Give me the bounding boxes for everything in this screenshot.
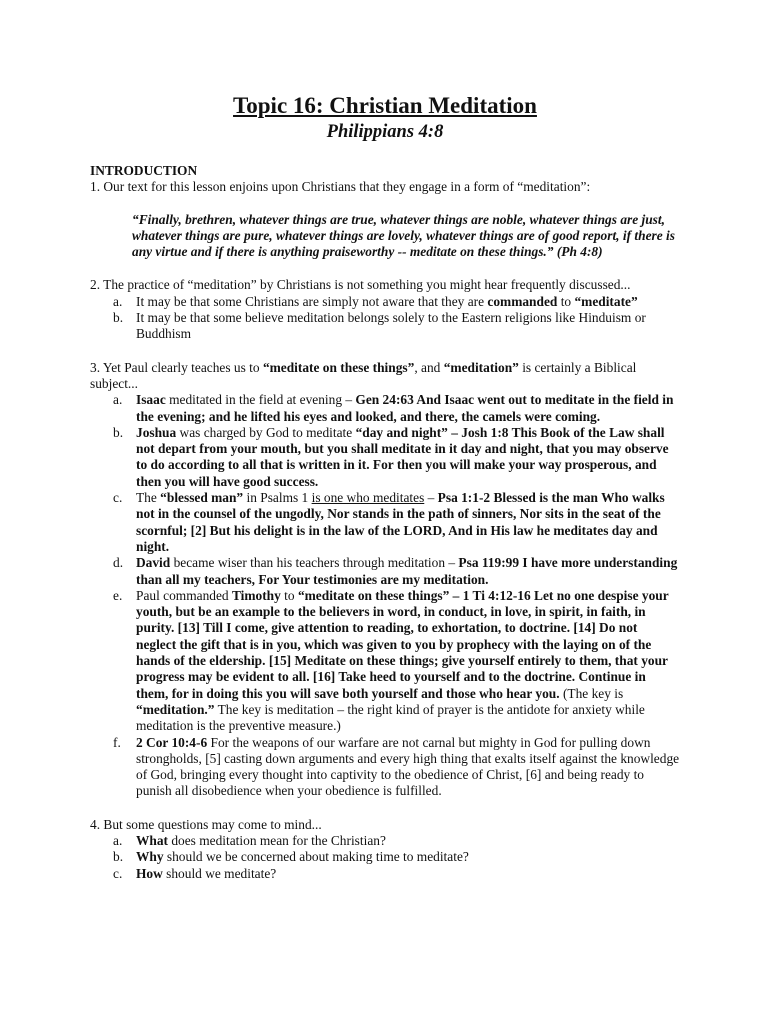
list-item: d. David became wiser than his teachers through meditation – Psa 119:99 I have more understanding than all my teachers, For Your testimonies are my meditation.	[113, 555, 678, 587]
list-item: a. What does meditation mean for the Christian?	[113, 832, 386, 848]
paragraph-4-text: 4. But some questions may come to mind...	[90, 816, 322, 832]
page-title: Topic 16: Christian Meditation	[233, 93, 537, 118]
list-item: a. Isaac meditated in the field at evening – Gen 24:63 And Isaac went out to meditate in the field in the evening; and he lifted his eyes and looked, and there, the camels were coming.	[113, 392, 674, 424]
list-item: e. Paul commanded Timothy to “meditate on these things” – 1 Ti 4:12-16 Let no one despise your youth, but be an example to the believers in word, in conduct, in love, in spirit, in faith, in purity. [13] Till I come, give attention to reading, to exhortation, to doctrine. [14] Do not neglect the gift that is in you, which was given to you by prophecy with the laying on of the hands of the eldership. [15] Meditate on these things; give yourself entirely to them, that your progress may be evident to all. [16] Take heed to yourself and to the doctrine. Continue in them, for in doing this you will save both yourself and those who hear you. (The key is “meditation.” The key is meditation – the right kind of prayer is the antidote for anxiety while meditation is the preventive measure.)	[113, 587, 669, 734]
paragraph-3-text: 3. Yet Paul clearly teaches us to “meditate on these things”, and “meditation” is certainly a Biblical subject...	[90, 359, 637, 391]
scripture-quote: “Finally, brethren, whatever things are true, whatever things are noble, whatever things are just, whatever things are pure, whatever things are lovely, whatever things are of good report, if there is any virtue and if there is anything praiseworthy -- meditate on these things.” (Ph 4:8)	[132, 211, 675, 260]
list-item: c. The “blessed man” in Psalms 1 is one who meditates – Psa 1:1-2 Blessed is the man Who walks not in the counsel of the ungodly, Nor stands in the path of sinners, Nor sits in the seat of the scornful; [2] But his delight is in the law of the LORD, And in His law he meditates day and night.	[113, 490, 665, 554]
list-item: b. It may be that some believe meditation belongs solely to the Eastern religions like Hinduism or Buddhism	[113, 310, 646, 342]
paragraph-3	[90, 360, 680, 800]
list-item: c. How should we meditate?	[113, 865, 277, 881]
list-item: b. Why should we be concerned about making time to meditate?	[113, 849, 469, 865]
document-page	[90, 92, 680, 882]
paragraph-4	[90, 817, 680, 882]
list-item: b. Joshua was charged by God to meditate “day and night” – Josh 1:8 This Book of the Law shall not depart from your mouth, but you shall meditate in it day and night, that you may observe to do according to all that is written in it. For then you will make your way prosperous, and then you will have good success.	[113, 424, 669, 489]
intro-heading: INTRODUCTION	[90, 163, 198, 178]
list-item: a. It may be that some Christians are simply not aware that they are commanded to “meditate”	[113, 293, 638, 309]
paragraph-2	[90, 277, 680, 342]
paragraph-2-list	[90, 294, 680, 343]
paragraph-1: 1. Our text for this lesson enjoins upon Christians that they engage in a form of “meditation”:	[90, 179, 591, 195]
list-item: f. 2 Cor 10:4-6 For the weapons of our warfare are not carnal but mighty in God for pulling down strongholds, [5] casting down arguments and every high thing that exalts itself against the knowledge of God, bringing every thought into captivity to the obedience of Christ, [6] and being ready to punish all disobedience when your obedience is fulfilled.	[113, 734, 680, 799]
page-subtitle: Philippians 4:8	[326, 122, 444, 142]
paragraph-4-list	[90, 833, 680, 882]
paragraph-3-list	[90, 392, 680, 799]
paragraph-2-text: 2. The practice of “meditation” by Christians is not something you might hear frequently discussed...	[90, 277, 631, 293]
